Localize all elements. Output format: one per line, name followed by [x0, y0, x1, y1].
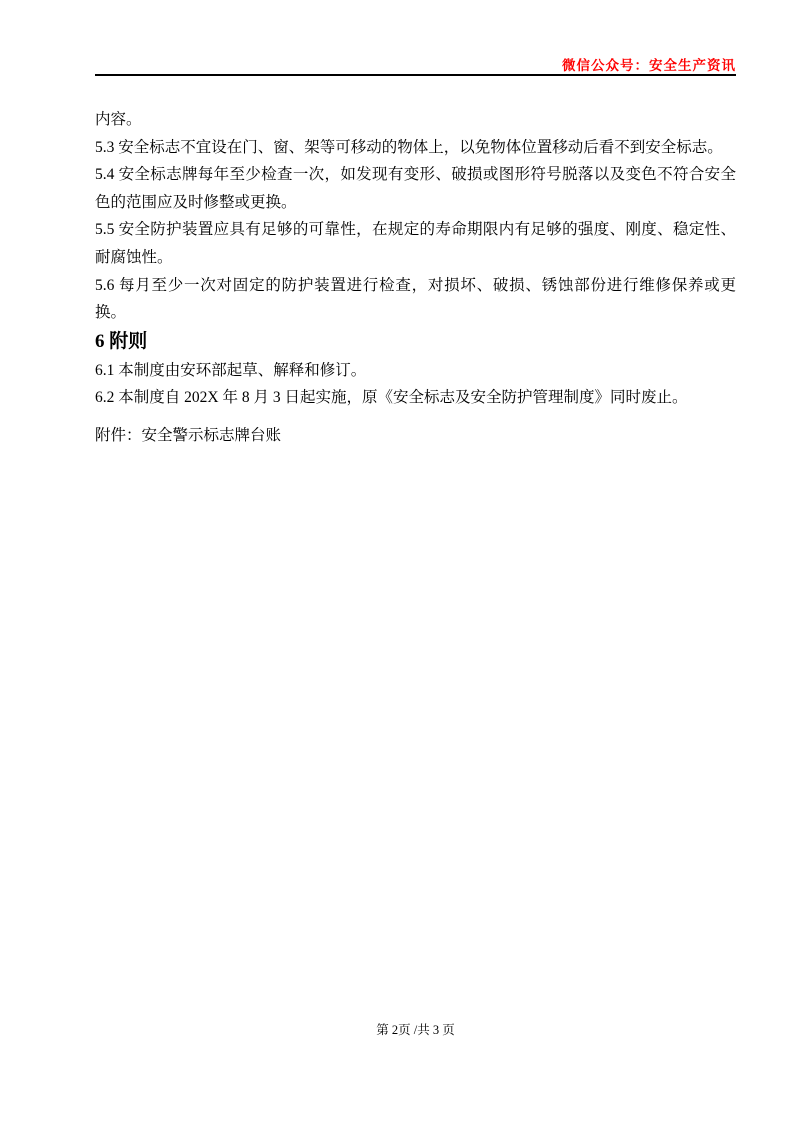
- clause-6-1: [95, 357, 736, 385]
- clause-5-6: [95, 272, 736, 327]
- document-body: [95, 106, 736, 450]
- clause-number: 5.4: [95, 166, 115, 184]
- clause-text: 本制度自 202X 年 8 月 3 日起实施，原《安全标志及安全防护管理制度》同时废止。: [118, 389, 688, 407]
- paragraph-carryover: 内容。: [95, 111, 142, 128]
- clause-5-3: [95, 134, 736, 162]
- header-rule: [95, 74, 736, 76]
- clause-number: 6.1: [95, 361, 115, 379]
- clause-6-2: [95, 384, 736, 412]
- clause-number: 5.5: [95, 221, 115, 239]
- clause-5-5: [95, 216, 736, 271]
- clause-text: 安全防护装置应具有足够的可靠性，在规定的寿命期限内有足够的强度、刚度、稳定性、耐腐蚀性。: [95, 221, 736, 266]
- clause-text: 本制度由安环部起草、解释和修订。: [118, 361, 367, 379]
- clause-text: 安全标志牌每年至少检查一次，如发现有变形、破损或图形符号脱落以及变色不符合安全色的范围应及时修整或更换。: [95, 166, 736, 211]
- page-number-indicator: 第 2页 /共 3 页: [376, 1023, 455, 1037]
- clause-number: 6.2: [95, 389, 115, 407]
- clause-text: 每月至少一次对固定的防护装置进行检查，对损坏、破损、锈蚀部份进行维修保养或更换。: [95, 276, 736, 322]
- clause-text: 安全标志不宜设在门、窗、架等可移动的物体上，以免物体位置移动后看不到安全标志。: [118, 138, 723, 156]
- clause-number: 5.6: [95, 276, 115, 294]
- wechat-banner: 微信公众号：安全生产资讯: [562, 58, 736, 73]
- section-heading: 6 附则: [95, 330, 148, 352]
- attachment-line: 附件：安全警示标志牌台账: [95, 426, 282, 444]
- clause-5-4: [95, 161, 736, 216]
- clause-number: 5.3: [95, 138, 115, 156]
